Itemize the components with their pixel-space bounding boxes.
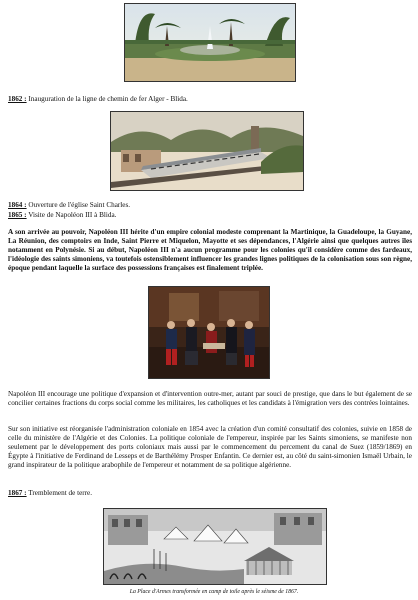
event-year: 1862 : — [8, 95, 27, 103]
paragraph-colonial-administration: Sur son initiative est réorganisée l'administration coloniale en 1854 avec la création d'un comité consultatif des colonies, suivie en 1858 de celle du ministère de l'Algérie et des Colonies. La politique coloniale de l'empereur, inspirée par les Saints simoniens, se manifeste non seulement par le développement des ports coloniaux mais aussi par le commencement du percement du canal de Suez (1859/1869) en Égypte à l'initiative de Ferdinand de Lesseps et de Barthélémy Prosper Enfantin. Ce dernier est, au côté du saint-simonien Ismaël Urbain, le grand inspirateur de la politique arabophile de l'empereur et notamment de sa politique algérienne. — [8, 425, 412, 469]
event-text: Tremblement de terre. — [26, 489, 93, 497]
event-text: Ouverture de l'église Saint Charles. — [26, 201, 131, 209]
event-1862 — [8, 95, 188, 104]
event-text: Visite de Napoléon III à Blida. — [26, 211, 117, 219]
event-1864 — [8, 201, 130, 210]
event-text: Inauguration de la ligne de chemin de fer Alger - Blida. — [26, 95, 188, 103]
garden-fountain-photo — [124, 3, 296, 82]
engraving-caption: La Place d'Armes transformée en camp de toile après le séisme de 1867. — [129, 589, 299, 595]
event-1865 — [8, 211, 116, 220]
event-year: 1865 : — [8, 211, 27, 219]
place-darmes-engraving — [103, 508, 327, 585]
event-year: 1864 : — [8, 201, 27, 209]
napoleon-painting — [148, 286, 270, 379]
train-photo — [110, 111, 304, 191]
paragraph-colonial-empire: A son arrivée au pouvoir, Napoléon III hérite d'un empire colonial modeste comprenant la Martinique, la Guadeloupe, la Guyane, La Réunion, des comptoirs en Inde, Saint Pierre et Miquelon, Mayotte et ses dépendances, l'Algérie ainsi que quelques autres îles notamment en Polynésie. Si au début, Napoléon III n'a aucun programme pour les colonies qu'il considère comme des fardeaux, l'idéologie des saints simoniens, va toutefois ostensiblement influencer les grandes lignes politiques de la colonisation sous son règne, époque pendant laquelle la surface des possessions françaises est finalement triplée. — [8, 228, 412, 272]
paragraph-expansion-policy: Napoléon III encourage une politique d'expansion et d'intervention outre-mer, autant par souci de prestige, que dans le but également de se concilier certaines fractions du corps social comme les militaires, les catholiques et les candidats à l'émigration vers des contrées lointaines. — [8, 390, 412, 407]
event-year: 1867 : — [8, 489, 27, 497]
event-1867 — [8, 489, 92, 498]
